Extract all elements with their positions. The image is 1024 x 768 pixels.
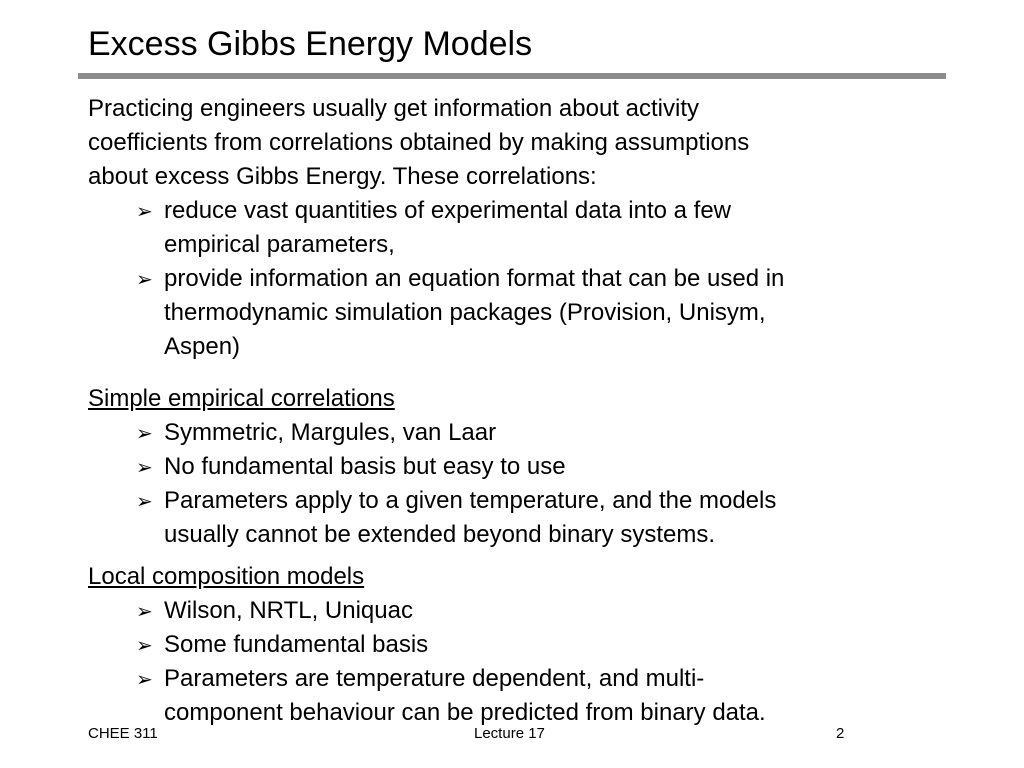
intro-paragraph [88,92,918,194]
footer-course: CHEE 311 [88,725,158,742]
arrow-bullet-icon: ➢ [136,599,153,623]
local-bullet-item [136,662,918,730]
arrow-bullet-icon: ➢ [136,667,153,691]
slide-body [88,92,918,730]
simple-bullet-item [136,450,918,484]
local-bullet-item [136,594,918,628]
bullet-text-line: Parameters apply to a given temperature, and the models [164,487,777,514]
simple-bullet-list [88,416,918,552]
intro-bullet-item [136,194,918,262]
bullet-text-line: Symmetric, Margules, van Laar [164,419,497,446]
arrow-bullet-icon: ➢ [136,267,153,291]
arrow-bullet-icon: ➢ [136,455,153,479]
intro-bullet-item [136,262,918,364]
local-bullet-list [88,594,918,730]
arrow-bullet-icon: ➢ [136,421,153,445]
bullet-text-line: Aspen) [164,333,241,360]
bullet-text-line: Parameters are temperature dependent, and multi- [164,665,705,692]
simple-bullet-item [136,416,918,450]
bullet-text-line: reduce vast quantities of experimental data into a few [164,197,731,224]
intro-line: about excess Gibbs Energy. These correlations: [88,163,597,190]
bullet-text-line: Wilson, NRTL, Uniquac [164,597,413,624]
arrow-bullet-icon: ➢ [136,489,153,513]
bullet-text-line: provide information an equation format that can be used in [164,265,785,292]
slide-title: Excess Gibbs Energy Models [88,25,533,63]
bullet-text-line: component behaviour can be predicted from binary data. [164,699,766,726]
local-bullet-item [136,628,918,662]
bullet-text-line: usually cannot be extended beyond binary systems. [164,521,716,548]
intro-bullet-list [88,194,918,364]
title-divider [78,73,946,79]
bullet-text-line: Some fundamental basis [164,631,429,658]
intro-line: coefficients from correlations obtained by making assumptions [88,129,750,156]
bullet-text-line: thermodynamic simulation packages (Provision, Unisym, [164,299,766,326]
section-heading-local: Local composition models [88,563,365,590]
arrow-bullet-icon: ➢ [136,633,153,657]
footer-lecture: Lecture 17 [474,725,545,742]
footer-page-number: 2 [836,725,845,742]
section-heading-simple: Simple empirical correlations [88,385,395,412]
arrow-bullet-icon: ➢ [136,199,153,223]
simple-bullet-item [136,484,918,552]
bullet-text-line: empirical parameters, [164,231,395,258]
intro-line: Practicing engineers usually get information about activity [88,95,699,122]
bullet-text-line: No fundamental basis but easy to use [164,453,566,480]
